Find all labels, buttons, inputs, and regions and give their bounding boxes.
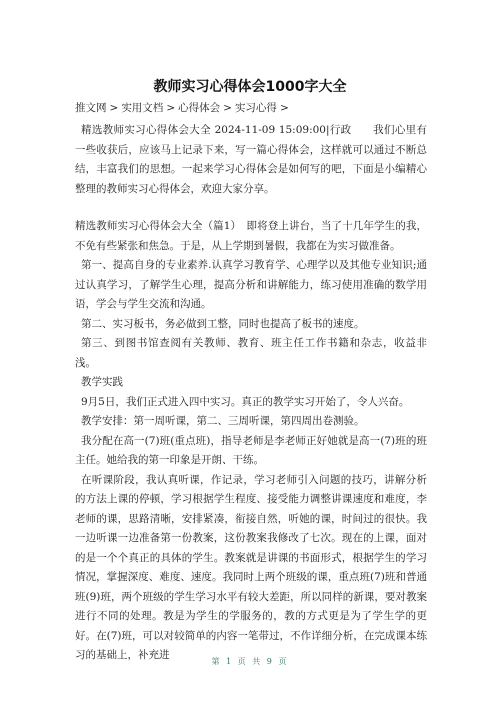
breadcrumb-separator: > — [223, 102, 232, 114]
paragraph-class-assignment: 我分配在高一(7)班(重点班)，指导老师是李老师正好她就是高一(7)班的班主任。她给我的第一印象是开朗、干练。 — [75, 434, 427, 466]
article-body — [75, 121, 427, 666]
page-title: 教师实习心得体会1000字大全 — [153, 79, 347, 95]
breadcrumb-item-internship[interactable]: 实习心得 — [234, 102, 277, 114]
paragraph-point-1: 第一、提高自身的专业素养.认真学习教育学、心理学以及其他专业知识;通过认真学习，了解学生心理，提高分析和讲解能力，练习使用准确的数学用语，学会与学生交流和沟通。 — [75, 259, 427, 310]
breadcrumb-item-home[interactable]: 推文网 — [75, 102, 107, 114]
page-footer: 第 1 页 共 9 页 — [211, 657, 289, 666]
paragraph-section-1: 精选教师实习心得体会大全（篇1） 即将登上讲台，当了十几年学生的我，不免有些紧张和焦急。于是，从上学期到暑假，我都在为实习做准备。 — [75, 220, 427, 252]
paragraph-point-3: 第三、到图书馆查阅有关教师、教育、班主任工作书籍和杂志，收益非浅。 — [75, 337, 427, 369]
breadcrumb-item-practical-docs[interactable]: 实用文档 — [121, 102, 164, 114]
paragraph-schedule: 教学安排：第一周听课，第二、三周听课，第四周出卷测验。 — [81, 415, 365, 427]
paragraph-start-date: 9月5日，我们正式进入四中实习。真正的教学实习开始了，令人兴奋。 — [81, 395, 410, 408]
paragraph-intro: 精选教师实习心得体会大全 2024-11-09 15:09:00|行政 我们心里有一些收获后，应该马上记录下来，写一篇心得体会，这样就可以通过不断总结，丰富我们的思想。一起来学习心得体会是如何写的吧，下面是小编精心整理的教师实习心得体会，欢迎大家分享。 — [75, 124, 427, 195]
paragraph-point-2: 第二、实习板书，务必做到工整，同时也提高了板书的速度。 — [81, 317, 365, 330]
breadcrumb-separator: > — [109, 102, 119, 114]
breadcrumb-separator: > — [166, 102, 176, 114]
breadcrumb — [75, 100, 292, 115]
paragraph-heading-practice: 教学实践 — [81, 376, 123, 388]
breadcrumb-item-experience[interactable]: 心得体会 — [178, 102, 221, 114]
paragraph-listening-stage: 在听课阶段，我认真听课，作记录，学习老师引入问题的技巧，讲解分析的方法上课的停顿，学习根据学生程度、接受能力调整讲课速度和难度，李老师的课，思路清晰，安排紧凑，衔接自然，听她的课，时间过的很快。我一边听课一边准备第一份教案，这份教案我修改了七次。现在的上课，面对的是一个个真正的具体的学生。教案就是讲课的书面形式，根据学生的学习情况，掌握深度、难度、速度。我同时上两个班级的课，重点班(7)班和普通班(9)班，两个班级的学生学习水平有较大差距，所以同样的新课，要对教案进行不同的处理。教是为学生的学服务的，教的方式更是为了学生学的更好。在(7)班，可以对较简单的内容一笔带过，不作详细分析，在完成课本练习的基础上，补充进 — [75, 473, 427, 661]
breadcrumb-separator: > — [279, 102, 289, 114]
